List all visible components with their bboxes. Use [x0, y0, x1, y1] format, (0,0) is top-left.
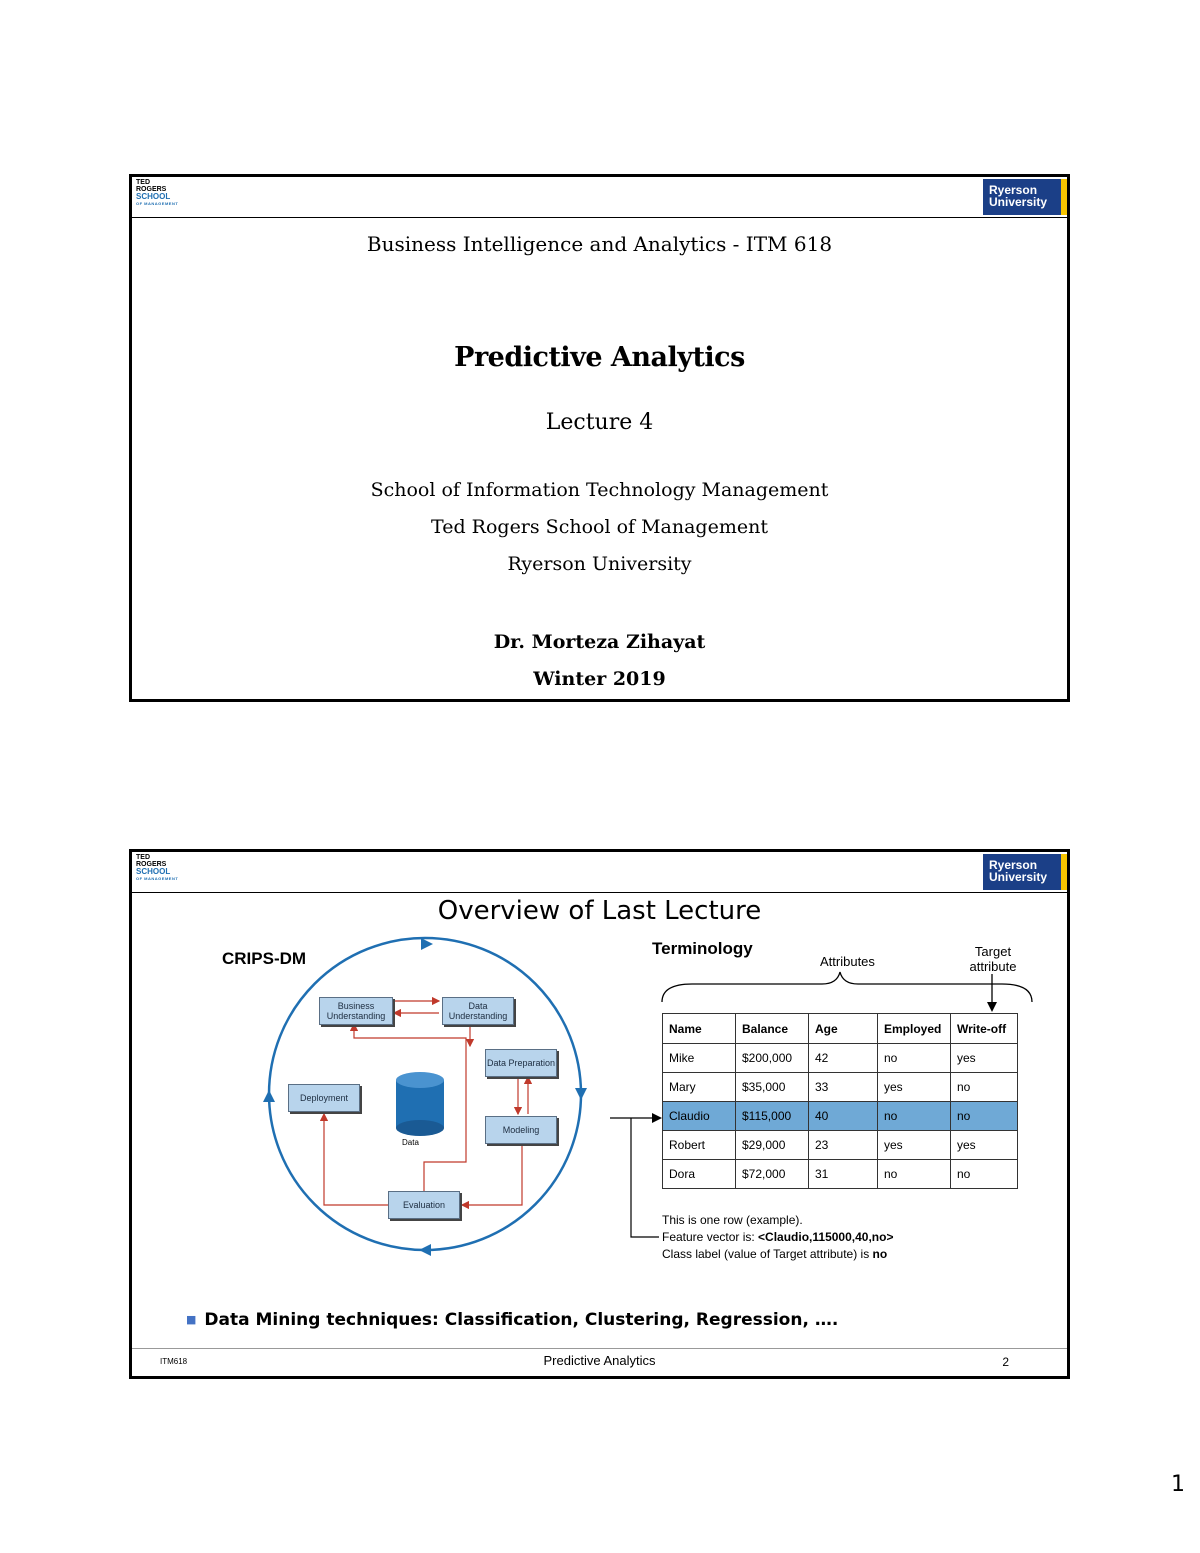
note-line [662, 1246, 893, 1263]
table-cell: no [878, 1102, 951, 1131]
footer-title: Predictive Analytics [543, 1353, 656, 1368]
note-text: Feature vector is: [662, 1230, 759, 1244]
data-label: Data [402, 1138, 419, 1147]
ted-rogers-logo [136, 179, 186, 215]
target-attribute-label [958, 944, 1028, 974]
column-header: Employed [878, 1014, 951, 1044]
table-cell: yes [878, 1131, 951, 1160]
table-cell: $72,000 [736, 1160, 809, 1189]
table-cell: $29,000 [736, 1131, 809, 1160]
column-header: Name [663, 1014, 736, 1044]
term: Winter 2019 [533, 668, 666, 690]
table-cell: yes [878, 1073, 951, 1102]
note-text: Class label (value of Target attribute) is [662, 1247, 873, 1261]
table-cell: Mike [663, 1044, 736, 1073]
box-data-preparation: Data Preparation [485, 1049, 557, 1077]
target-label-line: Target [974, 944, 1012, 959]
logo-line: SCHOOL [136, 192, 171, 201]
affiliation: School of Information Technology Management [370, 479, 829, 501]
table-row [663, 1073, 1018, 1102]
logo-line: ROGERS [136, 186, 167, 193]
box-data-understanding: Data Understanding [442, 997, 514, 1025]
table-cell: 33 [809, 1073, 878, 1102]
logo-line: SCHOOL [136, 867, 171, 876]
table-cell: no [951, 1102, 1018, 1131]
table-row [663, 1160, 1018, 1189]
target-label-line: attribute [969, 959, 1017, 974]
column-header: Balance [736, 1014, 809, 1044]
logo-line: OF MANAGEMENT [136, 201, 179, 206]
table-row [663, 1131, 1018, 1160]
feature-vector: <Claudio,115000,40,no> [758, 1230, 894, 1244]
table-notes [662, 1212, 893, 1263]
terminology-label: Terminology [652, 939, 753, 958]
table-cell: 31 [809, 1160, 878, 1189]
slide-2 [129, 849, 1070, 1379]
table-cell: Mary [663, 1073, 736, 1102]
page-number: 1 [1171, 1472, 1185, 1497]
logo-line: Ryerson [989, 183, 1038, 197]
table-cell: 40 [809, 1102, 878, 1131]
box-deployment: Deployment [288, 1084, 360, 1112]
table-row [663, 1044, 1018, 1073]
note-line [662, 1229, 893, 1246]
course-title: Business Intelligence and Analytics - ITM 618 [366, 232, 833, 256]
column-header: Age [809, 1014, 878, 1044]
crisp-dm-label: CRIPS-DM [222, 949, 307, 968]
slide-footer [132, 1348, 1067, 1377]
slide-number: 2 [1002, 1355, 1009, 1369]
logo-line: OF MANAGEMENT [136, 876, 179, 881]
column-header: Write-off [951, 1014, 1018, 1044]
table-cell: Robert [663, 1131, 736, 1160]
box-modeling: Modeling [485, 1116, 557, 1144]
lecture-number: Lecture 4 [545, 410, 654, 435]
example-table [662, 1013, 1018, 1189]
logo-line: TED [136, 179, 150, 186]
slide-1 [129, 174, 1070, 702]
bullet-item [186, 1310, 838, 1330]
box-evaluation: Evaluation [388, 1191, 460, 1219]
logo-line: TED [136, 854, 150, 861]
table-cell: $115,000 [736, 1102, 809, 1131]
table-cell: yes [951, 1044, 1018, 1073]
table-cell: $200,000 [736, 1044, 809, 1073]
bullet-text: Data Mining techniques: Classification, Clustering, Regression, …. [204, 1310, 839, 1330]
logo-line: University [989, 870, 1048, 884]
bullet-icon: ■ [186, 1313, 197, 1326]
table-cell: $35,000 [736, 1073, 809, 1102]
slide-header [132, 177, 1067, 218]
table-row-highlighted [663, 1102, 1018, 1131]
table-cell: 42 [809, 1044, 878, 1073]
table-cell: Dora [663, 1160, 736, 1189]
logo-line: ROGERS [136, 861, 167, 868]
table-header-row [663, 1014, 1018, 1044]
slide-title: Overview of Last Lecture [437, 896, 762, 926]
affiliation: Ryerson University [507, 553, 692, 575]
table-cell: yes [951, 1131, 1018, 1160]
box-business-understanding: Business Understanding [319, 997, 393, 1025]
note-line: This is one row (example). [662, 1213, 803, 1227]
table-cell: no [878, 1160, 951, 1189]
attributes-label: Attributes [820, 954, 875, 969]
table-cell: Claudio [663, 1102, 736, 1131]
logo-line: Ryerson [989, 858, 1038, 872]
affiliation: Ted Rogers School of Management [431, 516, 768, 538]
class-label: no [872, 1247, 888, 1261]
lecture-title: Predictive Analytics [454, 342, 745, 373]
table-cell: no [878, 1044, 951, 1073]
table-cell: no [951, 1073, 1018, 1102]
logo-line: University [989, 195, 1048, 209]
author: Dr. Morteza Zihayat [493, 631, 706, 653]
footer-course: ITM618 [160, 1357, 188, 1366]
table-cell: 23 [809, 1131, 878, 1160]
ryerson-logo [983, 179, 1067, 215]
table-cell: no [951, 1160, 1018, 1189]
